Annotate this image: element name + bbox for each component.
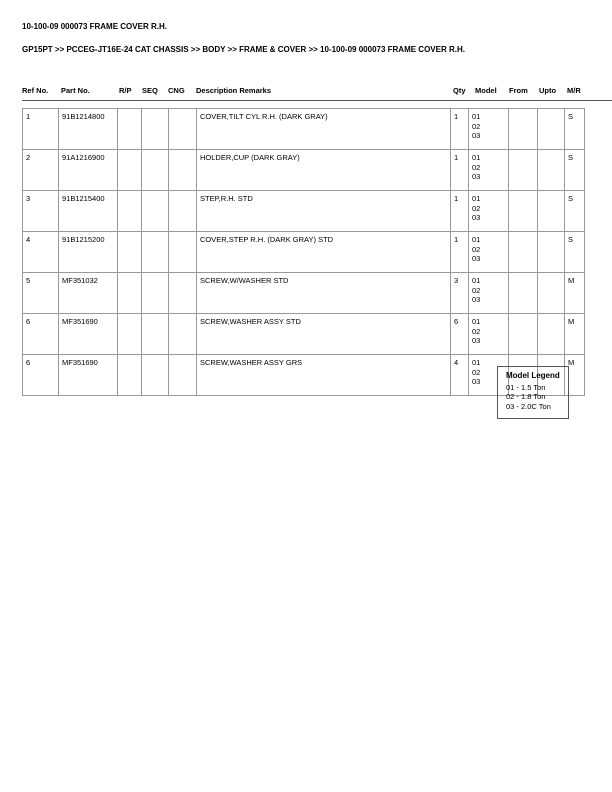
- table-header: [0, 86, 612, 98]
- model-code: 02: [472, 203, 481, 213]
- table-row: [23, 273, 585, 314]
- cell-upto: [538, 232, 565, 273]
- cell-rp: [118, 355, 142, 396]
- column-header-model: Model: [475, 86, 497, 95]
- cell-rp: [118, 232, 142, 273]
- cell-rp: [118, 191, 142, 232]
- cell-mr: S: [565, 109, 585, 150]
- cell-models: [469, 314, 509, 355]
- model-code: 02: [472, 162, 481, 172]
- table-row: [23, 109, 585, 150]
- column-header-cng: CNG: [168, 86, 185, 95]
- cell-mr: M: [565, 273, 585, 314]
- table-row: [23, 314, 585, 355]
- model-code: 01: [472, 153, 481, 162]
- cell-upto: [538, 109, 565, 150]
- cell-models: [469, 191, 509, 232]
- legend-item: 02 - 1.8 Ton: [506, 392, 546, 401]
- column-header-ref-no: Ref No.: [22, 86, 49, 95]
- column-header-description: Description Remarks: [196, 86, 272, 95]
- model-code: 03: [472, 336, 481, 345]
- cell-part: 91B1214800: [59, 109, 118, 150]
- cell-from: [509, 314, 538, 355]
- model-code: 03: [472, 172, 481, 181]
- model-code: 02: [472, 326, 481, 336]
- cell-from: [509, 150, 538, 191]
- cell-models: [469, 150, 509, 191]
- cell-cng: [169, 355, 197, 396]
- cell-models: [469, 273, 509, 314]
- model-code: 02: [472, 121, 481, 131]
- cell-qty: 6: [451, 314, 469, 355]
- header-divider: [22, 100, 612, 101]
- cell-part: 91B1215200: [59, 232, 118, 273]
- cell-mr: S: [565, 150, 585, 191]
- cell-qty: 4: [451, 355, 469, 396]
- cell-ref: 6: [23, 355, 59, 396]
- cell-upto: [538, 191, 565, 232]
- model-code: 01: [472, 358, 481, 367]
- model-code: 01: [472, 276, 481, 285]
- cell-models: [469, 232, 509, 273]
- legend-item: 01 - 1.5 Ton: [506, 382, 546, 392]
- column-header-part-no: Part No.: [61, 86, 90, 95]
- page-title: 10-100-09 000073 FRAME COVER R.H.: [22, 22, 167, 31]
- cell-desc: SCREW,WASHER ASSY GRS: [197, 355, 451, 396]
- cell-part: MF351690: [59, 355, 118, 396]
- cell-mr: S: [565, 232, 585, 273]
- cell-seq: [142, 273, 169, 314]
- cell-rp: [118, 150, 142, 191]
- table-row: [23, 232, 585, 273]
- cell-qty: 1: [451, 232, 469, 273]
- cell-seq: [142, 109, 169, 150]
- column-header-rp: R/P: [119, 86, 132, 95]
- cell-desc: STEP,R.H. STD: [197, 191, 451, 232]
- cell-part: 91A1216900: [59, 150, 118, 191]
- cell-models: [469, 109, 509, 150]
- cell-upto: [538, 273, 565, 314]
- column-header-mr: M/R: [567, 86, 581, 95]
- cell-cng: [169, 109, 197, 150]
- cell-qty: 1: [451, 150, 469, 191]
- model-code: 02: [472, 244, 481, 254]
- cell-cng: [169, 273, 197, 314]
- cell-qty: 3: [451, 273, 469, 314]
- cell-mr: M: [565, 314, 585, 355]
- cell-part: MF351690: [59, 314, 118, 355]
- cell-cng: [169, 191, 197, 232]
- cell-ref: 5: [23, 273, 59, 314]
- cell-from: [509, 273, 538, 314]
- model-code: 02: [472, 367, 481, 377]
- model-code: 01: [472, 317, 481, 326]
- model-code: 03: [472, 254, 481, 263]
- table-row: [23, 150, 585, 191]
- breadcrumb: GP15PT >> PCCEG-JT16E-24 CAT CHASSIS >> BODY >> FRAME & COVER >> 10-100-09 000073 FRAME COVER R.H.: [22, 45, 465, 54]
- model-code: 01: [472, 112, 481, 121]
- cell-desc: COVER,TILT CYL R.H. (DARK GRAY): [197, 109, 451, 150]
- cell-desc: SCREW,W/WASHER STD: [197, 273, 451, 314]
- cell-seq: [142, 191, 169, 232]
- model-code: 03: [472, 377, 481, 386]
- model-legend: [497, 366, 569, 419]
- cell-cng: [169, 314, 197, 355]
- column-header-qty: Qty: [453, 86, 466, 95]
- cell-part: 91B1215400: [59, 191, 118, 232]
- cell-desc: HOLDER,CUP (DARK GRAY): [197, 150, 451, 191]
- model-code: 03: [472, 213, 481, 222]
- table-row: [23, 191, 585, 232]
- model-code: 02: [472, 285, 481, 295]
- cell-desc: SCREW,WASHER ASSY STD: [197, 314, 451, 355]
- model-code: 01: [472, 235, 481, 244]
- model-code: 01: [472, 194, 481, 203]
- cell-mr: S: [565, 191, 585, 232]
- cell-cng: [169, 150, 197, 191]
- column-header-from: From: [509, 86, 528, 95]
- cell-ref: 2: [23, 150, 59, 191]
- cell-qty: 1: [451, 191, 469, 232]
- cell-seq: [142, 232, 169, 273]
- parts-table: [22, 108, 585, 396]
- model-code: 03: [472, 131, 481, 140]
- cell-ref: 6: [23, 314, 59, 355]
- cell-seq: [142, 150, 169, 191]
- cell-desc: COVER,STEP R.H. (DARK GRAY) STD: [197, 232, 451, 273]
- column-header-seq: SEQ: [142, 86, 158, 95]
- cell-ref: 1: [23, 109, 59, 150]
- model-code: 03: [472, 295, 481, 304]
- cell-mr: M: [565, 355, 585, 396]
- cell-seq: [142, 355, 169, 396]
- legend-title: Model Legend: [506, 371, 560, 380]
- cell-from: [509, 109, 538, 150]
- cell-qty: 1: [451, 109, 469, 150]
- cell-from: [509, 191, 538, 232]
- cell-rp: [118, 314, 142, 355]
- cell-seq: [142, 314, 169, 355]
- cell-upto: [538, 150, 565, 191]
- column-header-upto: Upto: [539, 86, 557, 95]
- cell-part: MF351032: [59, 273, 118, 314]
- cell-upto: [538, 314, 565, 355]
- cell-from: [509, 232, 538, 273]
- cell-rp: [118, 273, 142, 314]
- cell-ref: 4: [23, 232, 59, 273]
- cell-cng: [169, 232, 197, 273]
- legend-item: 03 - 2.0C Ton: [506, 401, 551, 411]
- cell-rp: [118, 109, 142, 150]
- cell-ref: 3: [23, 191, 59, 232]
